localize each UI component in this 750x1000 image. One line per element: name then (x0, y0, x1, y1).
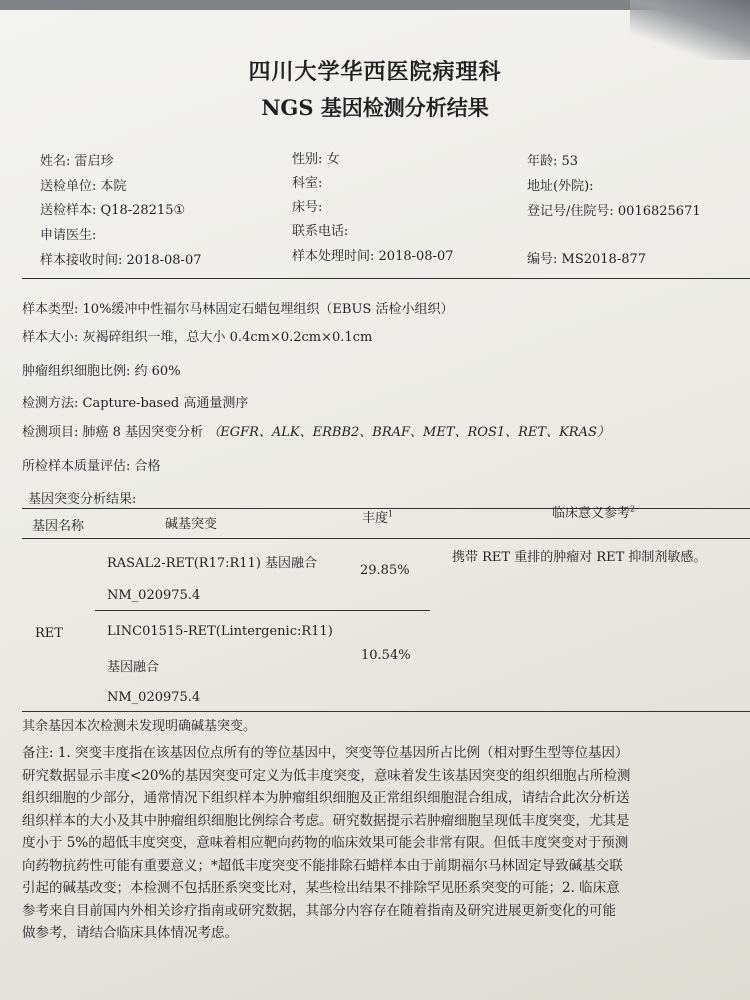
tumor-ratio: 肿瘤组织细胞比例: 约 60% (22, 364, 181, 379)
table-header-rule (22, 538, 750, 539)
test-method: 检测方法: Capture-based 高通量测序 (22, 396, 249, 411)
field-sex: 性别: 女 (292, 152, 340, 167)
divider (22, 278, 750, 279)
col-mutation-header: 碱基突变 (165, 517, 218, 532)
field-bed: 床号: (292, 200, 323, 215)
field-age: 年龄: 53 (527, 154, 579, 169)
note-line: 组织样本的大小及其中肿瘤组织细胞比例综合考虑。研究数据提示若肿瘤细胞呈现低丰度突变，尤其是 (22, 812, 630, 829)
abundance-1: 29.85% (360, 563, 410, 578)
col-clinical-header: 临床意义参考$^2$ (552, 504, 636, 521)
note-line: 参考来自目前国内外相关诊疗指南或研究数据，其部分内容存在随着指南及研究进展更新变化的可能 (22, 902, 616, 919)
mutation-1-line1: RASAL2-RET(R17:R11) 基因融合 (107, 556, 318, 571)
mutation-2-line1: LINC01515-RET(Lintergenic:R11) (107, 624, 333, 639)
note-line: 向药物抗药性可能有重要意义；*超低丰度突变不能排除石蜡样本由于前期福尔马林固定导致碱基交联 (22, 857, 623, 874)
field-doctor: 申请医生: (40, 228, 97, 243)
results-title: 基因突变分析结果: (28, 492, 137, 507)
col-gene-header: 基因名称 (32, 519, 85, 534)
field-address: 地址(外院): (527, 179, 594, 194)
field-received: 样本接收时间: 2018-08-07 (40, 253, 202, 268)
abundance-2: 10.54% (361, 648, 411, 663)
clinical-1: 携带 RET 重排的肿瘤对 RET 抑制剂敏感。 (452, 550, 707, 565)
field-code: 编号: MS2018-877 (527, 252, 647, 267)
institution-title: 四川大学华西医院病理科 (248, 59, 502, 85)
transcript-2: NM_020975.4 (107, 690, 201, 705)
no-other-mutation: 其余基因本次检测未发现明确碱基突变。 (22, 719, 257, 734)
note-line: 引起的碱基改变；本检测不包括胚系突变比对，某些检出结果不排除罕见胚系突变的可能；2. 临床意 (22, 880, 620, 896)
table-bottom-rule (22, 711, 750, 712)
field-dept: 科室: (292, 176, 323, 191)
gene-ret: RET (35, 626, 63, 641)
sample-type: 样本类型: 10%缓冲中性福尔马林固定石蜡包埋组织（EBUS 活检小组织） (22, 302, 454, 317)
field-reg-no: 登记号/住院号: 0016825671 (527, 204, 701, 219)
note-line: 做参考，请结合临床具体情况考虑。 (22, 925, 238, 941)
page-shadow (630, 0, 750, 60)
notes (22, 742, 750, 945)
note-line: 备注: 1. 突变丰度指在该基因位点所有的等位基因中，突变等位基因所占比例（相对野生型等位基因） (22, 745, 629, 761)
field-processed: 样本处理时间: 2018-08-07 (292, 249, 454, 264)
field-phone: 联系电话: (292, 224, 349, 239)
report-title: NGS 基因检测分析结果 (261, 95, 489, 120)
sample-quality: 所检样本质量评估: 合格 (22, 459, 161, 474)
sample-size: 样本大小: 灰褐碎组织一堆，总大小 0.4cm×0.2cm×0.1cm (22, 330, 373, 345)
field-sample-no: 送检样本: Q18-28215① (40, 203, 186, 218)
note-line: 组织细胞的少部分，通常情况下组织样本为肿瘤组织细胞及正常组织细胞混合组成，请结合此次分析送 (22, 790, 630, 806)
transcript-1: NM_020975.4 (107, 588, 201, 603)
field-unit: 送检单位: 本院 (40, 179, 127, 194)
field-name: 姓名: 雷启珍 (40, 154, 114, 169)
mutation-2-line2: 基因融合 (107, 660, 160, 675)
note-line: 度小于 5%的超低丰度突变，意味着相应靶向药物的临床效果可能会非常有限。但低丰度突变对于预测 (22, 835, 629, 851)
row-rule (95, 610, 430, 611)
col-abundance-header: 丰度$^1$ (362, 509, 394, 526)
note-line: 研究数据显示丰度<20%的基因突变可定义为低丰度突变，意味着发生该基因突变的组织细胞占所检测 (22, 767, 631, 784)
test-items: 检测项目: 肺癌 8 基因突变分析 （EGFR、ALK、ERBB2、BRAF、MET、ROS1、RET、KRAS） (22, 425, 610, 440)
